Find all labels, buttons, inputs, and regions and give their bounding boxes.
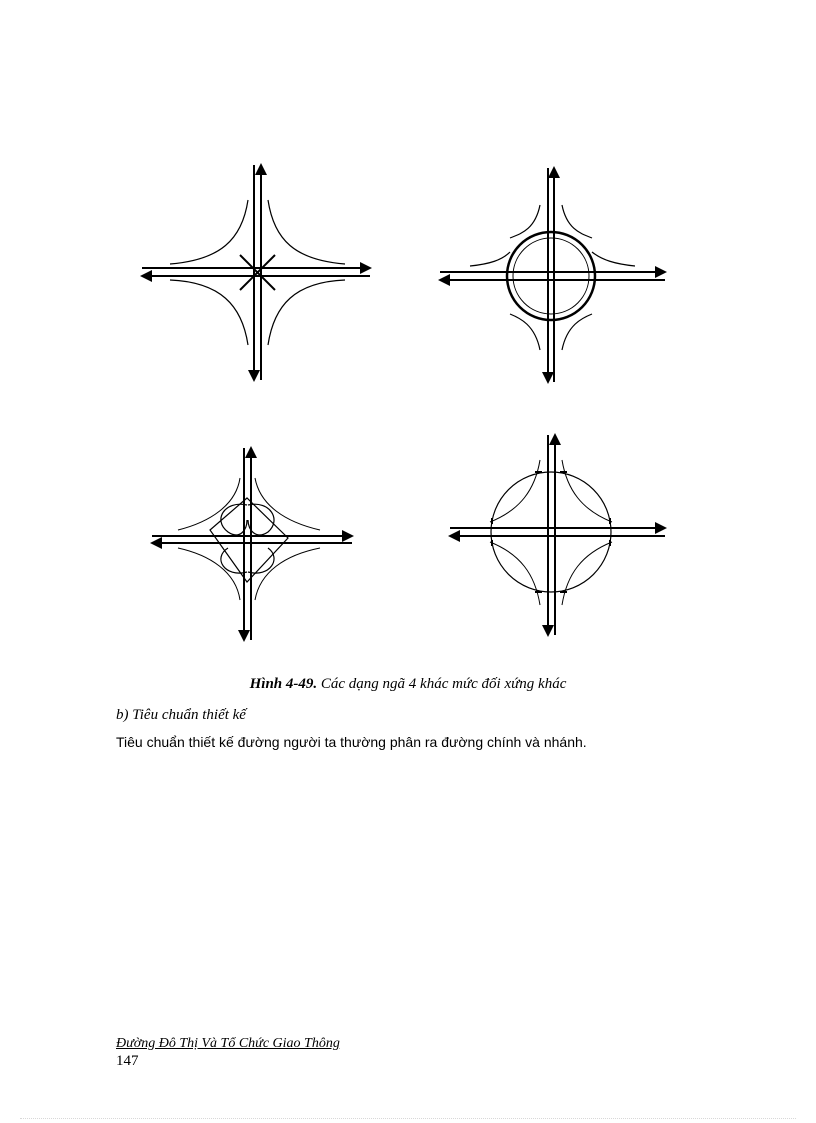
diagram-roundabout-interchange (440, 168, 665, 382)
diagram-loop-interchange (152, 448, 352, 640)
diagram-circular-ramp-interchange (450, 435, 665, 635)
figure-caption-text: Các dạng ngã 4 khác mức đối xứng khác (317, 676, 567, 692)
diagram-cloverleaf-weave (142, 165, 370, 380)
figure-interchanges (130, 160, 690, 650)
page-bottom-divider (20, 1118, 796, 1119)
footer-book-title: Đường Đô Thị Và Tổ Chức Giao Thông (116, 1036, 340, 1051)
figure-caption (0, 676, 816, 693)
section-heading: b) Tiêu chuẩn thiết kế (116, 707, 246, 723)
page-number: 147 (116, 1053, 139, 1069)
body-paragraph: Tiêu chuẩn thiết kế đường người ta thường phân ra đường chính và nhánh. (116, 734, 587, 750)
figure-number: Hình 4-49. (249, 676, 318, 692)
